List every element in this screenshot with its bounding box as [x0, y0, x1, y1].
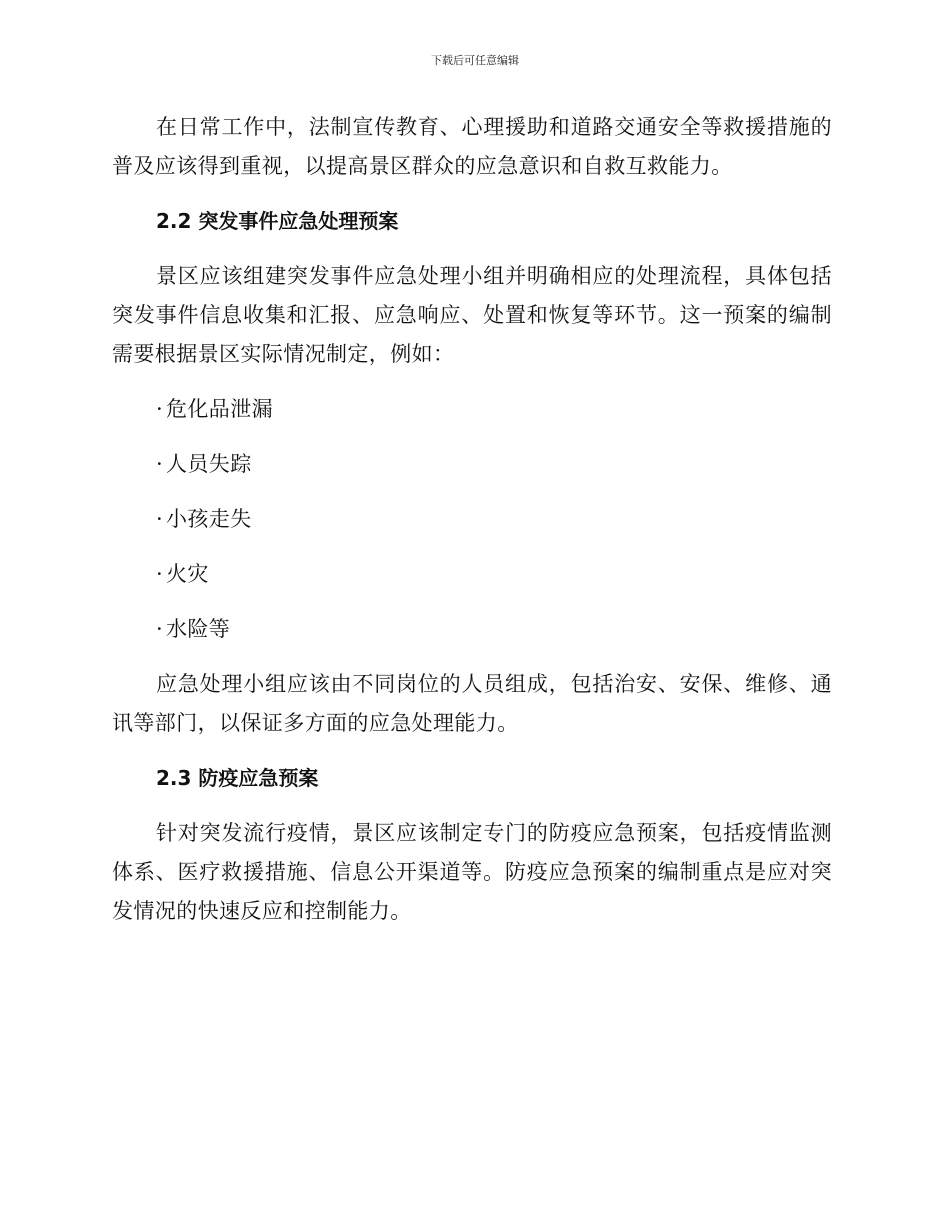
section-2-3-heading: 2.3 防疫应急预案: [156, 766, 319, 790]
bullet-marker: ·: [156, 397, 164, 421]
section-2-2-paragraph-2: 应急处理小组应该由不同岗位的人员组成，包括治安、安保、维修、通讯等部门，以保证多方面的应急处理能力。: [112, 672, 832, 735]
bullet-marker: ·: [156, 452, 164, 476]
section-2-3-paragraph-1: 针对突发流行疫情，景区应该制定专门的防疫应急预案，包括疫情监测体系、医疗救援措施、信息公开渠道等。防疫应急预案的编制重点是应对突发情况的快速反应和控制能力。: [112, 821, 832, 923]
list-item-text: 水险等: [166, 617, 231, 641]
header-note: 下载后可任意编辑: [431, 54, 519, 67]
list-item: [112, 445, 832, 484]
list-item: [112, 610, 832, 649]
list-item: [112, 390, 832, 429]
document-body: [112, 108, 832, 947]
section-2-2-heading: 2.2 突发事件应急处理预案: [156, 209, 399, 233]
bullet-marker: ·: [156, 507, 164, 531]
emergency-examples-list: [112, 390, 832, 649]
bullet-marker: ·: [156, 562, 164, 586]
intro-paragraph: 在日常工作中，法制宣传教育、心理援助和道路交通安全等救援措施的普及应该得到重视，以提高景区群众的应急意识和自救互救能力。: [112, 115, 832, 178]
list-item-text: 小孩走失: [166, 507, 252, 531]
list-item: [112, 500, 832, 539]
section-2-2-paragraph-1: 景区应该组建突发事件应急处理小组并明确相应的处理流程，具体包括突发事件信息收集和汇报、应急响应、处置和恢复等环节。这一预案的编制需要根据景区实际情况制定，例如：: [112, 264, 832, 366]
bullet-marker: ·: [156, 617, 164, 641]
list-item-text: 火灾: [166, 562, 209, 586]
list-item: [112, 555, 832, 594]
list-item-text: 人员失踪: [166, 452, 252, 476]
list-item-text: 危化品泄漏: [166, 397, 273, 421]
